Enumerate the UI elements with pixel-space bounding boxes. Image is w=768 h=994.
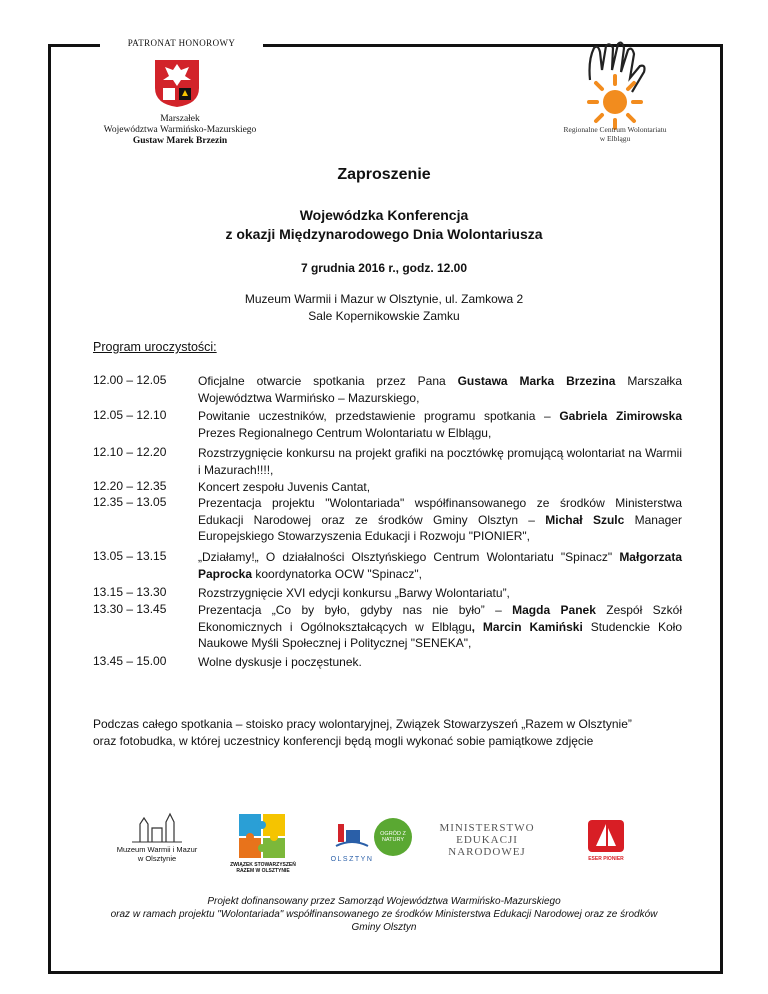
- puzzle-icon: [233, 812, 293, 860]
- razem-logo: [230, 812, 296, 874]
- program-time: 12.20 – 12.35: [93, 479, 167, 493]
- men-logo-line1: MINISTERSTWO: [439, 822, 535, 834]
- olsztyn-city-icon: [330, 818, 374, 852]
- event-date: 7 grudnia 2016 r., godz. 12.00: [300, 261, 468, 275]
- razem-logo-line2: RAZEM W OLSZTYNIE: [236, 868, 290, 874]
- footer-line3: Gminy Olsztyn: [351, 922, 417, 933]
- program-item: [198, 408, 682, 441]
- program-text: Powitanie uczestników, przedstawienie programu spotkania –: [198, 409, 560, 423]
- patron-name: Gustaw Marek Brzezin: [132, 136, 228, 146]
- castle-icon: [112, 810, 202, 844]
- program-item: Koncert zespołu Juvenis Cantat,: [198, 480, 371, 494]
- rcw-caption-line2: w Elblągu: [599, 134, 631, 143]
- program-time: 12.00 – 12.05: [93, 373, 167, 387]
- muzeum-logo-line2: w Olsztynie: [137, 854, 177, 863]
- patron-title: Marszałek: [160, 114, 200, 124]
- program-item: [198, 549, 682, 582]
- program-text: koordynatorka OCW "Spinacz",: [252, 566, 422, 581]
- program-text: Manager Europejskiego Stowarzyszenia Edukacji i Rozwoju "PIONIER",: [198, 512, 682, 544]
- program-time: 13.05 – 13.15: [93, 549, 167, 563]
- rcw-caption-line1: Regionalne Centrum Wolontariatu: [563, 125, 667, 134]
- patron-region: Województwa Warmińsko-Mazurskiego: [103, 125, 257, 135]
- program-speaker: Magda Panek: [512, 603, 596, 617]
- program-time: 13.30 – 13.45: [93, 602, 167, 616]
- program-time: 13.15 – 13.30: [93, 585, 167, 599]
- program-time: 12.10 – 12.20: [93, 445, 167, 459]
- info-line1: Podczas całego spotkania – stoisko pracy wolontaryjnej, Związek Stowarzyszeń „Razem w Olsztynie”: [93, 717, 632, 731]
- muzeum-logo: [112, 810, 202, 870]
- program-time: 12.35 – 13.05: [93, 495, 167, 509]
- muzeum-logo-line1: Muzeum Warmii i Mazur: [116, 845, 198, 854]
- program-speaker: Gabriela Zimirowska: [559, 409, 682, 423]
- ogrod-z-natury-logo: [374, 818, 412, 856]
- footer-line2: oraz w ramach projektu "Wolontariada" współfinansowanego ze środków Ministerstwa Edukacji Narodowej oraz ze środków: [110, 909, 658, 920]
- razem-logo-line1: ZWIĄZEK STOWARZYSZEŃ: [230, 862, 296, 868]
- program-text: Prezentacja „Co by było, gdyby nas nie było” –: [198, 603, 513, 617]
- info-paragraph: [93, 716, 693, 750]
- frame-border-bottom: [48, 971, 723, 974]
- program-text: Marszałka Województwa Warmińsko – Mazurskiego,: [198, 374, 683, 405]
- rcw-hand-sun-logo: [560, 40, 670, 132]
- program-item: [198, 373, 682, 406]
- pionier-logo-text: ESER PIONIER: [588, 856, 624, 862]
- footer-line1: Projekt dofinansowany przez Samorząd Województwa Warmińsko-Mazurskiego: [207, 896, 561, 907]
- program-speaker: Małgorzata Paprocka: [198, 550, 682, 581]
- event-title-line2: z okazji Międzynarodowego Dnia Wolontariusza: [225, 226, 543, 242]
- olsztyn-logo: [330, 818, 374, 868]
- sail-icon: [584, 818, 628, 854]
- program-item: Rozstrzygnięcie konkursu na projekt grafiki na pocztówkę promującą wolontariat na Warmii i Mazurach!!!!,: [198, 446, 682, 477]
- pionier-logo: [584, 818, 628, 862]
- document-title: Zaproszenie: [337, 166, 431, 183]
- ogrod-logo-text: OGRÓD Z NATURY: [380, 831, 406, 843]
- program-text: „Działamy!„ O działalności Olsztyńskiego Centrum Wolontariatu "Spinacz": [198, 550, 620, 564]
- program-time: 13.45 – 15.00: [93, 654, 167, 668]
- program-text: Prezentacja projektu "Wolontariada" współfinansowanego ze środków Ministerstwa Edukacji Narodowej oraz ze środków Gminy Olsztyn –: [198, 496, 682, 527]
- program-text: Studenckie Koło Naukowe Myśli Społecznej i Politycznej "SENEKA",: [198, 619, 682, 651]
- rcw-caption: [545, 125, 685, 143]
- voivodeship-crest-icon: [151, 58, 203, 108]
- program-speaker: Gustawa Marka Brzezina: [457, 374, 616, 388]
- program-item: [198, 495, 682, 545]
- program-item: Wolne dyskusje i poczęstunek.: [198, 655, 362, 669]
- program-item: [198, 602, 682, 652]
- event-room: Sale Kopernikowskie Zamku: [308, 309, 460, 323]
- event-venue: Muzeum Warmii i Mazur w Olsztynie, ul. Zamkowa 2: [244, 292, 524, 306]
- men-logo: [437, 822, 537, 858]
- program-text: Oficjalne otwarcie spotkania przez Pana: [198, 374, 458, 388]
- men-logo-line3: NARODOWEJ: [448, 846, 526, 858]
- program-text: Zespół Szkół Ekonomicznych i Ogólnokształcących w Elblągu: [198, 603, 682, 634]
- program-item: Rozstrzygnięcie XVI edycji konkursu „Barwy Wolontariatu”,: [198, 586, 510, 600]
- frame-border-top-left: [48, 44, 100, 47]
- event-title-line1: Wojewódzka Konferencja: [299, 207, 469, 223]
- program-speaker: , Marcin Kamiński: [471, 619, 583, 634]
- info-line2: oraz fotobudka, w której uczestnicy konferencji będą mogli wykonać sobie pamiątkowe zdjęcie: [93, 734, 594, 748]
- men-logo-line2: EDUKACJI: [456, 834, 518, 846]
- program-text: Prezes Regionalnego Centrum Wolontariatu w Elblągu,: [198, 425, 492, 440]
- patron-caption: [80, 114, 280, 147]
- program-time: 12.05 – 12.10: [93, 408, 167, 422]
- olsztyn-logo-text: OLSZTYN: [330, 856, 374, 863]
- partner-logos: [0, 810, 768, 880]
- program-speaker: Michał Szulc: [545, 512, 625, 527]
- program-heading: Program uroczystości:: [93, 340, 217, 354]
- patronat-label: PATRONAT HONOROWY: [100, 38, 263, 48]
